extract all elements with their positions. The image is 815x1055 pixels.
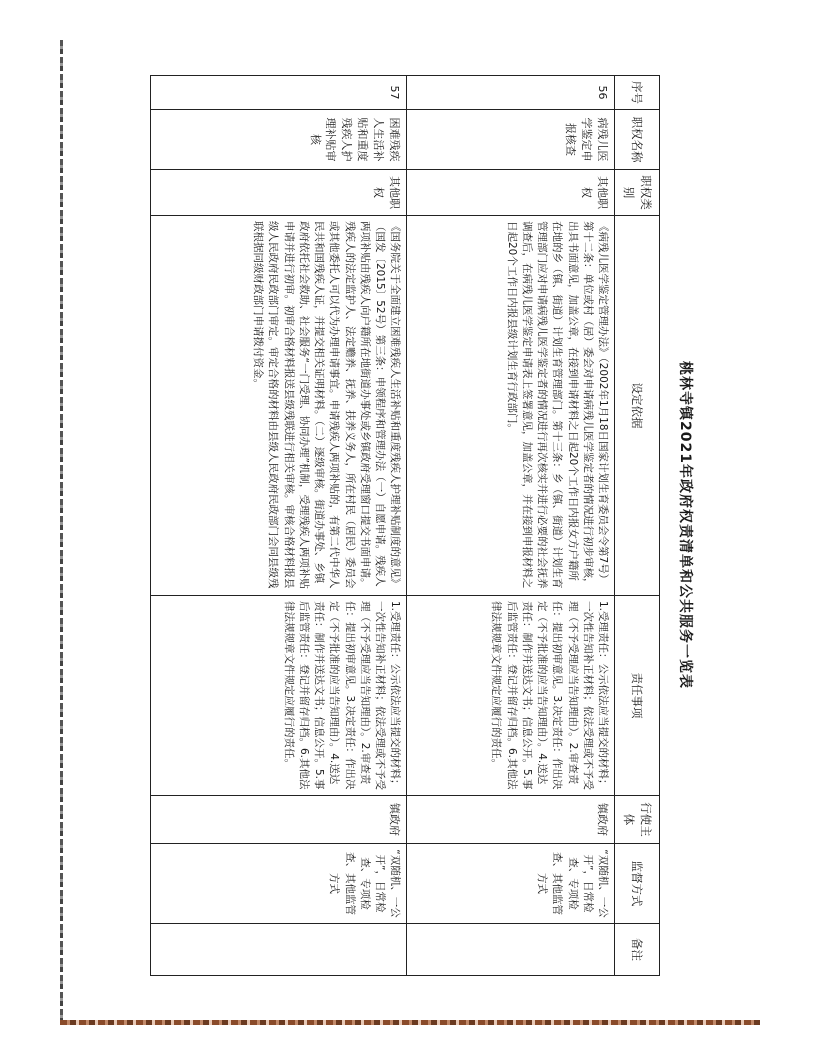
rotated-document	[150, 75, 710, 975]
power-list-table	[150, 75, 660, 976]
row-basis: 《国务院关于全面建立困难残疾人生活补贴和重度残疾人护理补贴制度的意见》（国发〔2015〕52号）第三条：申领程序和管理办法（一）自愿申请。残疾人两项补贴由残疾人向户籍所在地街道办事处或乡镇政府受理窗口提交书面申请。残疾人的法定监护人、法定赡养、抚养、扶养义务人，所在村民（居民）委员会或其他委托人可以代为办理申请事宜。申请残疾人两项补贴的，有第二代中华人民共和国残疾人证，并提交相关证明材料。（二）逐级审核。街道办事处、乡镇政府依托社会救助、社会服务“一门受理、协同办理”机制，受理残疾人两项补贴申请并进行初审。初审合格材料报送县级残联进行相关审核。审核合格材料报县级人民政府民政部门审定。审定合格的材料由县级人民政府民政部门会同县级残联根据同级财政部门申请拨付资金。	[151, 216, 407, 596]
header-responsibility: 责任事项	[615, 596, 660, 796]
row-seq: 57	[151, 76, 407, 110]
row-type: 其他职权	[151, 170, 407, 216]
header-seq: 序号	[615, 76, 660, 110]
row-name: 困难残疾人生活补贴和重度残疾人护理补贴审核	[151, 110, 407, 170]
document-title: 桃林寺镇2021年政府权责清单和公共服务一览表	[677, 361, 693, 689]
row-seq: 56	[407, 76, 615, 110]
row-basis: 《病残儿医学鉴定管理办法》（2002年1月18日国家计划生育委员会令第7号）第十二条：单位或村（居）委会对申请病残儿医学鉴定者的情况进行初步审核，出具书面意见，加盖公章，在接到申请材料之日起20个工作日内报女方户籍所在地的乡（镇、街道）计划生育管理部门。第十三条：乡（镇、街道）计划生育管理部门应对申请病残儿医学鉴定者的情况进行再次核实并进行必要的社会抚养调查后，在病残儿医学鉴定申请表上签署意见，加盖公章，并在接到申报材料之日起20个工作日内报县级计划生育行政部门。	[407, 216, 615, 596]
row-responsibility: 1.受理责任：公示依法应当提交的材料；一次性告知补正材料；依法受理或不予受理（不予受理应当告知理由）。2.审查责任：提出初审意见。3.决定责任：作出决定（不予批准的应当告知理由）。4.送达责任：制作并送达文书；信息公开。5.事后监管责任：登记并留存归档。6.其他法律法规规章文件规定应履行的责任。	[151, 596, 407, 796]
row-supervision: “双随机、一公开”，日常检查、专项检查、其他监管方式	[407, 844, 615, 924]
header-basis: 设定依据	[615, 216, 660, 596]
header-remarks: 备注	[615, 924, 660, 976]
row-name: 病残儿医学鉴定申报核查	[407, 110, 615, 170]
row-executor: 镇政府	[151, 796, 407, 844]
scan-edge-left	[60, 40, 63, 1020]
row-executor: 镇政府	[407, 796, 615, 844]
row-type: 其他职权	[407, 170, 615, 216]
header-name: 职权名称	[615, 110, 660, 170]
header-executor: 行使主体	[615, 796, 660, 844]
table-row	[407, 76, 615, 976]
header-supervision: 监督方式	[615, 844, 660, 924]
header-type: 职权类别	[615, 170, 660, 216]
scan-edge-bottom	[60, 1020, 760, 1025]
row-remarks	[407, 924, 615, 976]
header-row	[615, 76, 660, 976]
row-supervision: “双随机、一公开”，日常检查、专项检查、其他监管方式	[151, 844, 407, 924]
row-responsibility: 1.受理责任：公示依法应当提交的材料；一次性告知补正材料；依法受理或不予受理（不予受理应当告知理由）。2.审查责任：提出初审意见。3.决定责任：作出决定（不予批准的应当告知理由）。4.送达责任：制作并送达文书；信息公开。5.事后监管责任：登记并留存归档。6.其他法律法规规章文件规定应履行的责任。	[407, 596, 615, 796]
row-remarks	[151, 924, 407, 976]
table-row	[151, 76, 407, 976]
